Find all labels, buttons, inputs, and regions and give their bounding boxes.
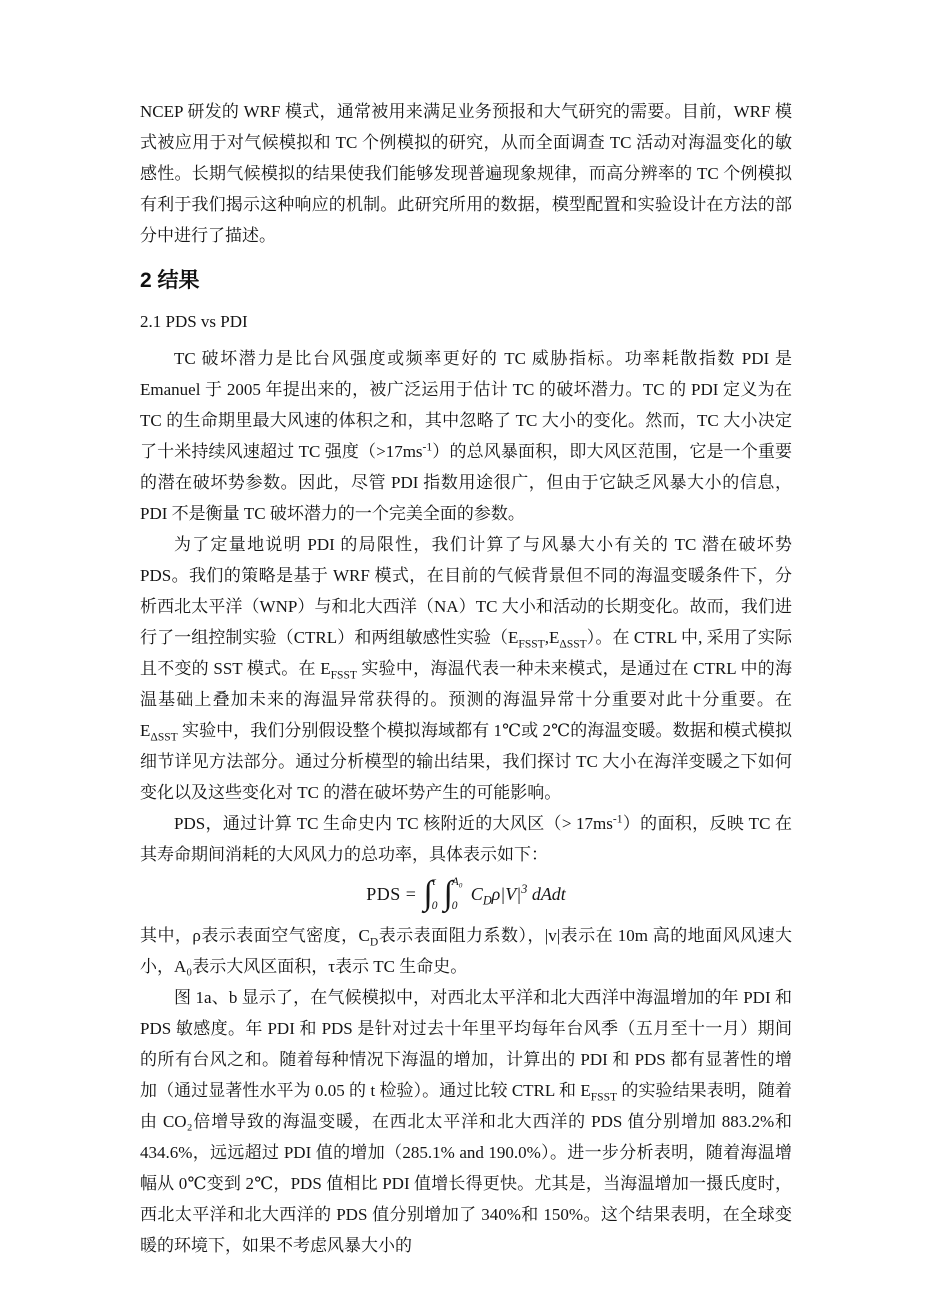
subsection-heading-pds-vs-pdi: 2.1 PDS vs PDI [140, 312, 248, 331]
integral-sign-inner [443, 876, 465, 912]
para-wrf-intro: NCEP 研发的 WRF 模式，通常被用来满足业务预报和大气研究的需要。目前，WRF 模式被应用于对气候模拟和 TC 个例模拟的研究，从而全面调查 TC 活动对海温变化的敏感性。长期气候模拟的结果使我们能够发现普遍现象规律，而高分辨率的 TC 个例模拟有利于我们揭示这种响应的机制。此研究所用的数据，模型配置和实验设计在方法的部分中进行了描述。 [140, 102, 792, 245]
formula-integrand: $C_D\rho|V|^3$ dAdt [470, 882, 566, 908]
integral-glyph: ∫ [423, 875, 433, 912]
para-figure1-analysis: 图 1a、b 显示了，在气候模拟中，对西北太平洋和北大西洋中海温增加的年 PDI 和 PDS 敏感度。年 PDI 和 PDS 是针对过去十年里平均每年台风季（五月至十一月）期间的所有台风之和。随着每种情况下海温的增加，计算出的 PDI 和 PDS 都有显著性的增加（通过显著性水平为 0.05 的 t 检验）。通过比较 CTRL 和 $E_{FSST}$ 的实验结果表明，随着由 CO₂倍增导致的海温变暖，在西北太平洋和北大西洋的 PDS 值分别增加 883.2%和 434.6%，远远超过 PDI 值的增加（285.1% and 190.0%）。进一步分析表明，随着海温增幅从 0℃变到 2℃，PDS 值相比 PDI 值增长得更快。尤其是，当海温增加一摄氏度时，西北太平洋和北大西洋的 PDS 值分别增加了 340%和 150%。这个结果表明，在全球变暖的环境下，如果不考虑风暴大小的 [140, 988, 792, 1255]
integral-glyph: ∫ [443, 875, 453, 912]
integral-limits-inner: A₀ 0 [451, 876, 463, 912]
formula-lhs: PDS = [366, 884, 417, 904]
para-pdi-background: TC 破坏潜力是比台风强度或频率更好的 TC 威胁指标。功率耗散指数 PDI 是 Emanuel 于 2005 年提出来的，被广泛运用于估计 TC 的破坏潜力。TC 的 PDI 定义为在 TC 的生命期里最大风速的体积之和，其中忽略了 TC 大小的变化。然而，TC 大小决定了十米持续风速超过 TC 强度$(>17ms^{-1})$的总风暴面积，即大风区范围，它是一个重要的潜在破坏势参数。因此，尽管 PDI 指数用途很广，但由于它缺乏风暴大小的信息，PDI 不是衡量 TC 破坏潜力的一个完美全面的参数。 [140, 349, 793, 523]
pds-formula-equation [140, 876, 792, 912]
para-pds-definition: PDS，通过计算 TC 生命史内 TC 核附近的大风区（> $17ms^{-1}$）的面积，反映 TC 在其寿命期间消耗的大风风力的总功率，具体表示如下： [140, 812, 792, 864]
page-text-column [140, 96, 792, 1261]
integral-sign-outer [423, 876, 440, 912]
para-experiment-design: 为了定量地说明 PDI 的局限性，我们计算了与风暴大小有关的 TC 潜在破坏势 PDS。我们的策略是基于 WRF 模式，在目前的气候背景但不同的海温变暖条件下，分析西北太平洋（WNP）与和北大西洋（NA）TC 大小和活动的长期变化。故而，我们进行了一组控制实验（CTRL）和两组敏感性实验$(E_{FSST},E_{\Delta SST})$。在 CTRL 中, 采用了实际且不变的 SST 模式。在 $E_{FSST}$ 实验中，海温代表一种未来模式，是通过在 CTRL 中的海温基础上叠加未来的海温异常获得的。预测的海温异常十分重要对此十分重要。在 $E_{\Delta SST}$ 实验中，我们分别假设整个模拟海域都有 1℃或 2℃的海温变暖。数据和模式模拟细节详见方法部分。通过分析模型的输出结果，我们探讨 TC 大小在海洋变暖之下如何变化以及这些变化对 TC 的潜在破坏势产生的可能影响。 [140, 535, 792, 802]
section-heading-results: 2 结果 [140, 269, 200, 292]
para-formula-terms: 其中，ρ表示表面空气密度，$C_D$表示表面阻力系数），|v|表示在 10m 高的地面风风速大小，A₀表示大风区面积，τ表示 TC 生命史。 [140, 926, 792, 976]
integral-limits-outer: τ 0 [431, 876, 438, 912]
